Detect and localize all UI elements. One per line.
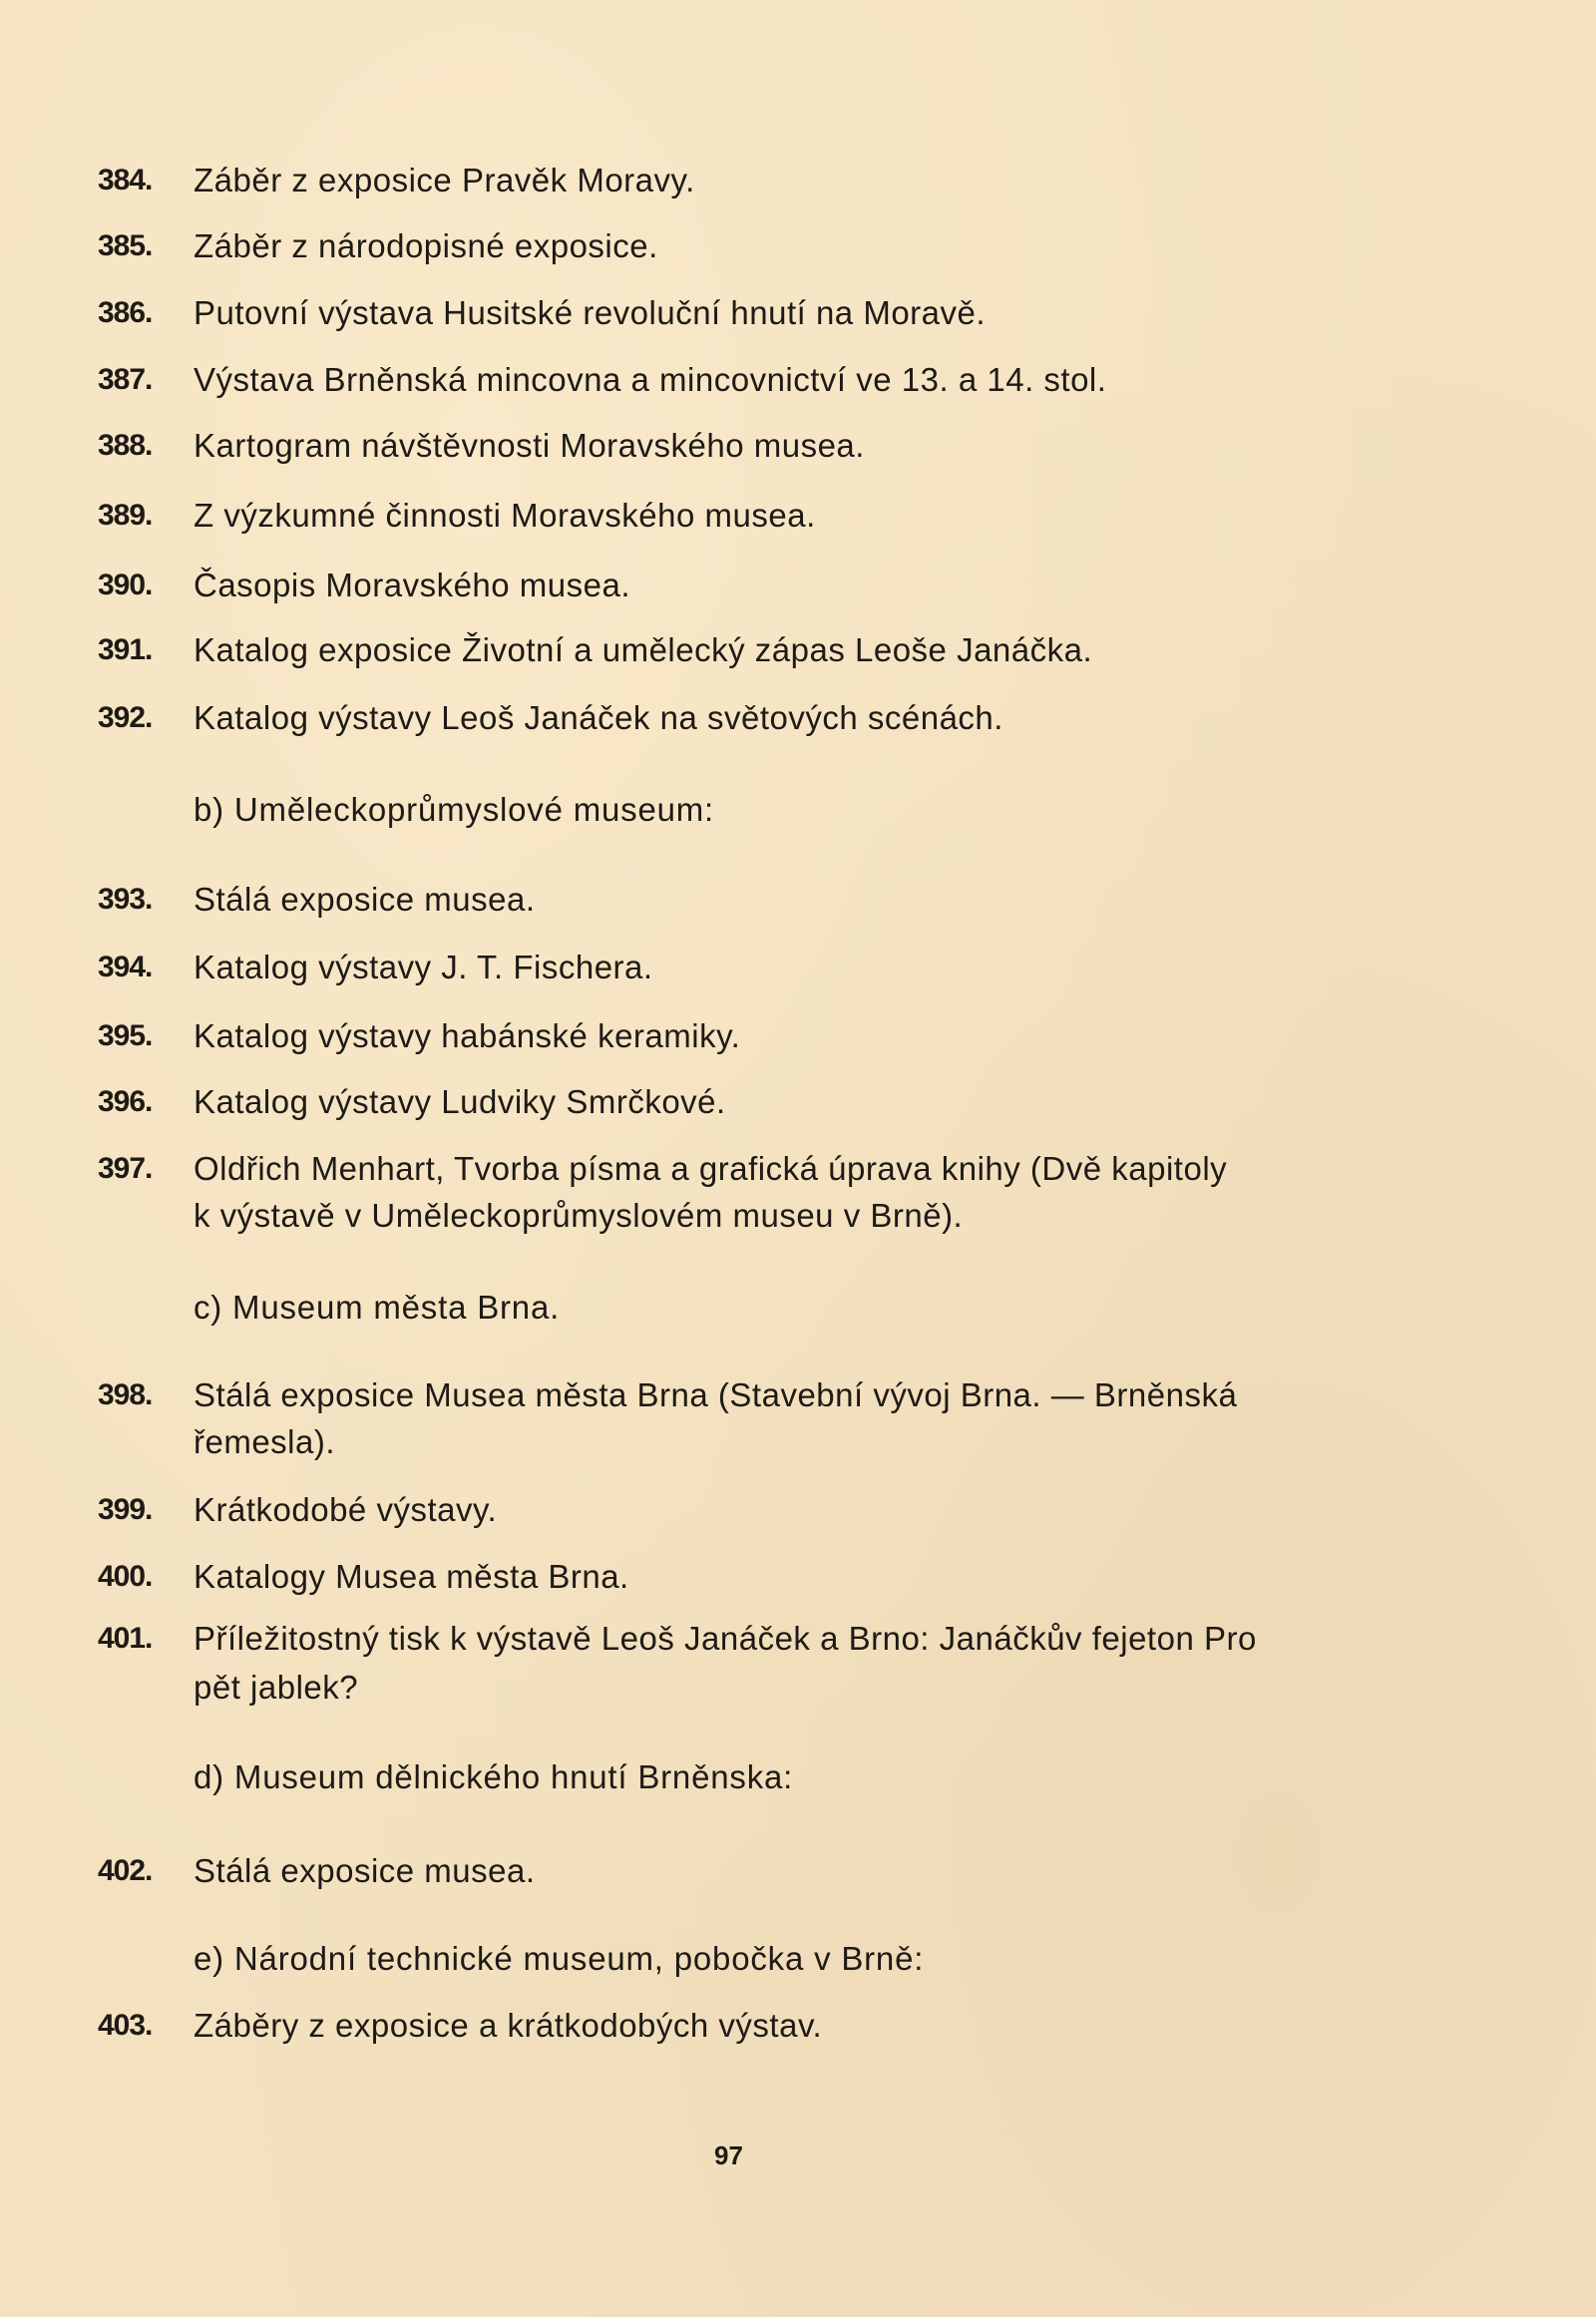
item-number: 389.: [98, 499, 153, 532]
item-text: řemesla).: [194, 1423, 336, 1460]
item-number: 399.: [98, 1493, 153, 1526]
item-text: Příležitostný tisk k výstavě Leoš Janáček a Brno: Janáčkův fejeton Pro: [194, 1620, 1257, 1657]
page-number: 97: [714, 2140, 743, 2170]
section-heading-text: d) Museum dělnického hnutí Brněnska:: [194, 1758, 794, 1795]
item-text: Výstava Brněnská mincovna a mincovnictví ve 13. a 14. stol.: [194, 361, 1107, 398]
item-number: 390.: [98, 569, 153, 601]
item-number: 403.: [98, 2009, 153, 2042]
item-text: Záběr z národopisné exposice.: [194, 227, 658, 264]
item-text: Putovní výstava Husitské revoluční hnutí na Moravě.: [194, 294, 987, 331]
section-heading-text: e) Národní technické museum, pobočka v Brně:: [194, 1940, 925, 1977]
section-heading-text: b) Uměleckoprůmyslové museum:: [194, 791, 715, 828]
item-number: 388.: [98, 429, 153, 462]
item-number: 397.: [98, 1152, 153, 1185]
item-number: 395.: [98, 1019, 153, 1052]
section-heading-text: c) Museum města Brna.: [194, 1289, 561, 1326]
item-text: k výstavě v Uměleckoprůmyslovém museu v Brně).: [194, 1197, 964, 1234]
item-number: 400.: [98, 1560, 153, 1593]
item-number: 386.: [98, 296, 153, 329]
item-text: Krátkodobé výstavy.: [194, 1491, 498, 1528]
item-text: Stálá exposice musea.: [194, 1852, 536, 1889]
item-text: Katalog výstavy J. T. Fischera.: [194, 949, 653, 985]
item-text: Stálá exposice Musea města Brna (Stavební vývoj Brna. — Brněnská: [194, 1376, 1238, 1413]
item-number: 384.: [98, 164, 153, 196]
item-text: Záběry z exposice a krátkodobých výstav.: [194, 2007, 823, 2044]
item-text: Katalog exposice Životní a umělecký zápas Leoše Janáčka.: [194, 631, 1093, 668]
item-number: 385.: [98, 229, 153, 262]
item-text: Kartogram návštěvnosti Moravského musea.: [194, 427, 865, 464]
item-text: Katalog výstavy Ludviky Smrčkové.: [194, 1083, 726, 1120]
item-number: 396.: [98, 1085, 153, 1118]
item-number: 391.: [98, 633, 153, 666]
item-text: Časopis Moravského musea.: [194, 567, 631, 603]
item-text: Z výzkumné činnosti Moravského musea.: [194, 497, 816, 534]
item-number: 401.: [98, 1622, 153, 1655]
item-text: Stálá exposice musea.: [194, 881, 536, 918]
item-text: Záběr z exposice Pravěk Moravy.: [194, 162, 695, 198]
item-text: Katalog výstavy Leoš Janáček na světových scénách.: [194, 699, 1003, 736]
item-number: 387.: [98, 363, 153, 396]
item-text: Katalogy Musea města Brna.: [194, 1558, 629, 1595]
item-number: 402.: [98, 1854, 153, 1887]
item-number: 393.: [98, 883, 153, 916]
item-number: 394.: [98, 951, 153, 983]
item-text: pět jablek?: [194, 1669, 359, 1706]
item-text: Katalog výstavy habánské keramiky.: [194, 1017, 741, 1054]
item-text: Oldřich Menhart, Tvorba písma a grafická úprava knihy (Dvě kapitoly: [194, 1150, 1228, 1187]
item-number: 398.: [98, 1378, 153, 1411]
item-number: 392.: [98, 701, 153, 734]
